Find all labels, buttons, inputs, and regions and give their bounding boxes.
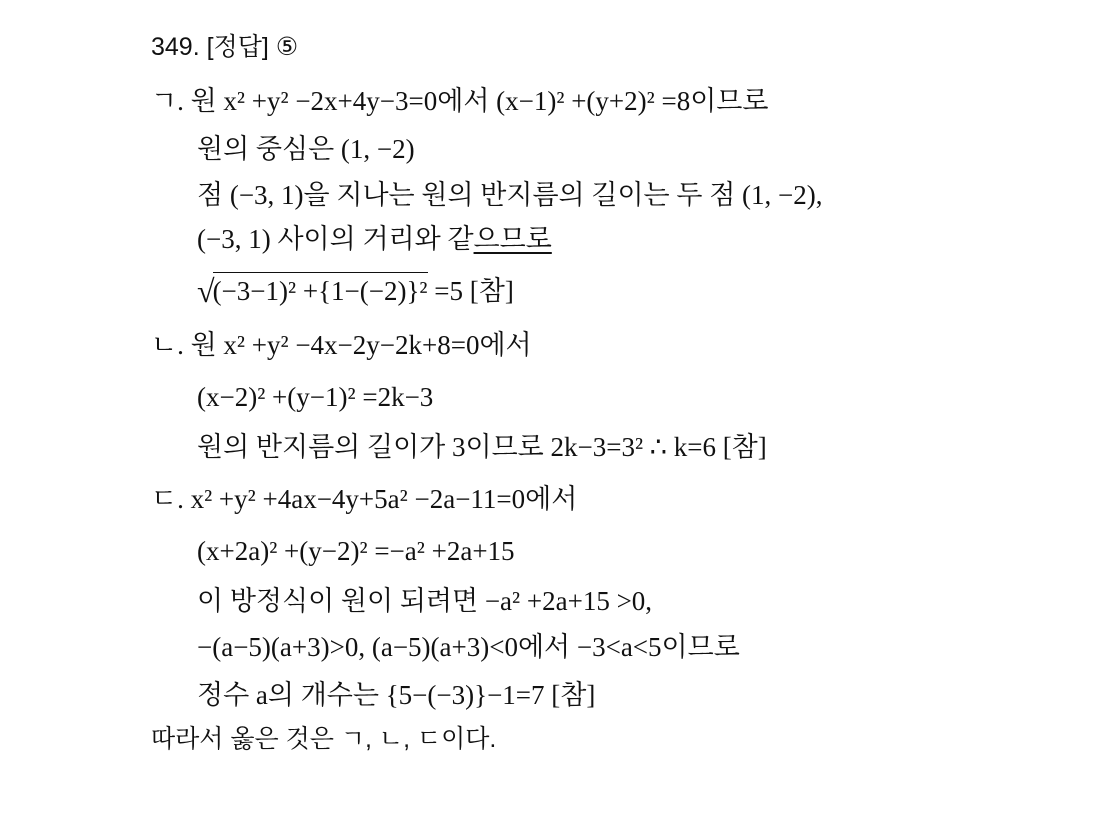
solution-line-4 [197,222,552,256]
solution-line-13: 정수 a의 개수는 {5−(−3)}−1=7 [참] [197,680,596,710]
underlined-ending: 으므로 [473,224,552,254]
solution-line-4-text: (−3, 1) 사이의 거리와 같 [197,224,474,254]
solution-line-5 [197,272,514,308]
solution-line-3: 점 (−3, 1)을 지나는 원의 반지름의 길이는 두 점 (1, −2), [197,180,823,210]
square-root [197,272,428,308]
sqrt-result: =5 [참] [434,276,514,306]
solution-line-9: ㄷ. x² +y² +4ax−4y+5a² −2a−11=0에서 [151,484,578,514]
solution-line-1: ㄱ. 원 x² +y² −2x+4y−3=0에서 (x−1)² +(y+2)² =8이므로 [151,86,769,116]
solution-line-10: (x+2a)² +(y−2)² =−a² +2a+15 [197,536,515,566]
solution-line-8: 원의 반지름의 길이가 3이므로 2k−3=3² ∴ k=6 [참] [197,432,767,462]
answer-heading: 349. [정답] ⑤ [151,33,299,61]
solution-line-7: (x−2)² +(y−1)² =2k−3 [197,382,434,412]
solution-line-11: 이 방정식이 원이 되려면 −a² +2a+15 >0, [197,586,653,616]
solution-line-6: ㄴ. 원 x² +y² −4x−2y−2k+8=0에서 [151,330,532,360]
radicand: (−3−1)² +{1−(−2)}² [213,272,428,308]
radical-sign-icon: √ [197,273,215,309]
solution-line-2: 원의 중심은 (1, −2) [197,134,415,164]
conclusion-line: 따라서 옳은 것은 ㄱ, ㄴ, ㄷ이다. [151,725,497,753]
solution-line-12: −(a−5)(a+3)>0, (a−5)(a+3)<0에서 −3<a<5이므로 [197,632,740,662]
